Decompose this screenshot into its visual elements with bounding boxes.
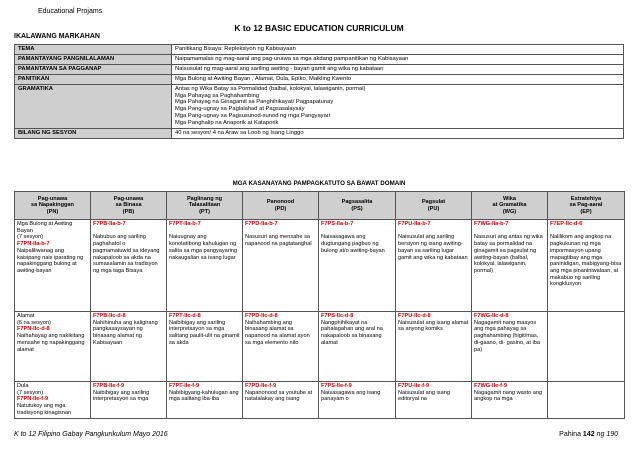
lesson-title: Alamat (6 na sesyon): [17, 313, 51, 326]
competency-text: Naihahayag ang nakikitang mensahe ng napakinggang alamat: [17, 333, 85, 353]
competency-code: F7PN-IIa-b-7: [17, 241, 50, 248]
competency-text: Napanonood sa youtube at natatalakay ang isang: [245, 389, 313, 403]
competency-cell: [319, 382, 396, 419]
column-header: [319, 192, 396, 220]
competency-cell: [15, 220, 91, 312]
competency-cell: [243, 220, 319, 312]
competency-code: F7WG-IIc-d-8: [474, 313, 509, 319]
column-header-name: Wika: [502, 195, 516, 202]
column-header-abbr: (PB): [122, 208, 135, 215]
competency-text: Naibibigay ang sariling interpretasyon sa mga: [93, 389, 150, 403]
column-header: [243, 192, 319, 220]
competency-cell: [396, 312, 472, 382]
info-label: BILANG NG SESYON: [15, 129, 172, 139]
competency-text: Naipaliliwanag ang kaisipang nais iparating ng napakinggang bulong at awiting-bayan: [17, 247, 84, 274]
competency-cell: [167, 382, 243, 419]
competency-table: [14, 191, 625, 419]
competency-cell: [319, 312, 396, 382]
competency-cell: [91, 382, 167, 419]
competency-text: Naibibigay ang sariling interpretasyon sa mga salitang paulit-ulit na ginamit sa akda: [169, 319, 240, 346]
competency-code: F7EP-IIc-d-6: [550, 221, 583, 227]
competency-code: F7PD-IIa-b-7: [245, 221, 278, 227]
column-header-sub: sa Pag-aaral: [569, 202, 603, 209]
competency-text: Nalilikom ang angkop na pagkukunan ng mga impormasyon upang mapagtibay ang mga paninidigan, mabigyang-bisa ang mga pinaniniwalaan, at makabuo ng sariling kongklusyon: [550, 234, 622, 288]
gramatika-item: Antas ng Wika Batay sa Pormalidad (balbal, kolokyal, lalawiganin, pormal): [175, 85, 366, 92]
column-header-abbr: (PN): [46, 208, 59, 215]
column-header-abbr: (EP): [580, 208, 592, 215]
page-prefix: Pahina: [559, 431, 581, 438]
gramatika-item: Mga Panghalip na Anaporik at Kataporik: [175, 120, 279, 127]
column-header: [91, 192, 167, 220]
gramatika-item: Mga Pang-ugnay sa Pagsusunod-sunod ng mga Pangyayari: [175, 113, 331, 120]
competency-cell: [15, 382, 91, 419]
lesson-title: Mga Bulong at Awiting Bayan (7 sesyon): [17, 221, 73, 241]
competency-text: Naisusulat ang isang alamat sa anyong komiks: [398, 319, 469, 333]
quarter-label: IKALAWANG MARKAHAN: [14, 33, 100, 40]
gramatika-item: Mga Pahayag sa Paghahambing: [175, 92, 260, 99]
competency-cell: [548, 220, 625, 312]
competency-body: [15, 220, 625, 419]
section-title: MGA KASANAYANG PAMPAGKATUTO SA BAWAT DOMAIN: [232, 180, 406, 187]
info-row-gramatika: [15, 84, 624, 128]
info-value: Naisusulat ng mag-aaral ang sariling awiting - bayan gamit ang wika ng kabataan: [172, 64, 624, 74]
competency-code: F7WG-IIa-b-7: [474, 221, 509, 227]
competency-cell: [396, 382, 472, 419]
info-value: Mga Bulong at Awiting Bayan , Alamat, Dula, Epiko, Maikling Kwento: [172, 74, 624, 84]
competency-cell: [319, 220, 396, 312]
competency-text: Nabibigyang-kahulugan ang mga salitang iba-iba: [169, 389, 239, 403]
info-label: GRAMATIKA: [15, 84, 172, 128]
competency-text: Nagagamit nang wasto ang angkop na mga: [474, 389, 543, 403]
competency-code: F7PS-IIe-f-9: [321, 383, 352, 389]
info-label: PAMANTAYAN SA PAGGANAP: [15, 64, 172, 74]
competency-text: Naisusulat ang sariling bersiyon ng isang awiting- bayan sa sariling lugar gamit ang wika ng kabataan: [398, 234, 468, 261]
publisher-label: Educational Projams: [38, 8, 103, 15]
column-header-sub: sa Binasa: [115, 202, 142, 209]
competency-row: [15, 312, 625, 382]
column-header-name: Paglinang ng: [186, 195, 223, 202]
gramatika-item: Mga Pang-ugnay sa Paglalahad at Pagsasalaysay: [175, 106, 305, 113]
competency-code: F7PT-IIc-d-8: [169, 313, 201, 319]
competency-code: F7PU-IIe-f-9: [398, 383, 430, 389]
info-label: TEMA: [15, 45, 172, 55]
column-header: [396, 192, 472, 220]
competency-text: Naiuugnay ang konotatibong kahulugan ng salita sa mga pangyayaring nakaugalian sa isang lugar: [169, 234, 238, 261]
info-value: Panitikang Bisaya: Repleksiyon ng Kabisayaan: [172, 45, 624, 55]
competency-text: Naisusulat ang isang editoryal na: [398, 389, 450, 403]
column-header-abbr: (WG): [502, 208, 517, 215]
column-header-sub: at Gramatika: [492, 202, 527, 209]
competency-cell: [243, 312, 319, 382]
competency-cell: [91, 312, 167, 382]
column-header: [548, 192, 625, 220]
column-header-abbr: (PT): [199, 208, 210, 215]
info-row-panitikan: [15, 74, 624, 84]
competency-text: Nasusuri ang mensahe sa napanood na pagtatanghal: [245, 234, 312, 248]
column-header-sub: Talasalitaan: [188, 202, 221, 209]
competency-code: F7PU-IIa-b-7: [398, 221, 431, 227]
competency-code: F7PD-IIe-f-9: [245, 383, 277, 389]
competency-text: Nasusuri ang antas ng wika batay sa pormalidad na ginagamit sa pagsulat ng awiting-bayan (balbal, kolokyal, lalawiganin, pormal): [474, 234, 543, 274]
competency-cell: [548, 312, 625, 382]
document-title: K to 12 BASIC EDUCATION CURRICULUM: [234, 23, 404, 33]
lesson-title: Dula (7 sesyon): [17, 383, 44, 396]
competency-code: F7PB-IIe-f-9: [93, 383, 125, 389]
page-current: 142: [582, 431, 595, 438]
competency-code: F7PB-IIa-b-7: [93, 221, 126, 227]
footer-source: K to 12 Filipino Gabay Pangkurikulum Mayo 2016: [14, 431, 168, 438]
page-total: 190: [606, 431, 618, 438]
competency-text: Nagagamit nang maayos ang mga pahayag sa paghahambing (higit/mas, di-gaano, di- gasino, at iba pa): [474, 319, 540, 353]
competency-text: Nangphihikayat na pahalagahan ang aral na nakapaloob sa binasang alamat: [321, 319, 383, 346]
column-header-name: Estratehiya: [570, 195, 602, 202]
competency-code: F7WG-IIe-f-9: [474, 383, 507, 389]
column-header-sub: sa Napakinggan: [31, 202, 74, 209]
competency-code: F7PS-IIa-b-7: [321, 221, 354, 227]
competency-cell: [167, 220, 243, 312]
page-sep: ng: [596, 431, 605, 438]
info-value: Naipamamalas ng mag-aaral ang pag-unawa sa mga akdang pampanitikan ng Kabisayaan: [172, 54, 624, 64]
curriculum-info-table: [14, 44, 624, 139]
competency-code: F7PD-IIc-d-8: [245, 313, 278, 319]
column-header-name: Pagsulat: [421, 198, 446, 205]
competency-cell: [472, 220, 548, 312]
competency-cell: [548, 382, 625, 419]
competency-text: Naisasagawa ang dugtungang pagbuo ng bulong at/o awiting-bayan: [321, 234, 385, 254]
competency-cell: [396, 220, 472, 312]
competency-text: Naisasagawa ang isang panayam o: [321, 389, 381, 403]
competency-code: F7PN-IIc-d-8: [17, 326, 50, 333]
competency-text: Natutukoy ang mga tradisyong kinagisnan: [17, 403, 72, 416]
competency-code: F7PN-IIe-f-9: [17, 396, 49, 403]
column-header-name: Pagsasalita: [341, 198, 373, 205]
competency-code: F7PS-IIc-d-8: [321, 313, 354, 319]
competency-row: [15, 382, 625, 419]
competency-cell: [472, 382, 548, 419]
column-header-name: Pag-unawa: [113, 195, 144, 202]
competency-cell: [167, 312, 243, 382]
column-header-name: Pag-unawa: [37, 195, 68, 202]
column-header-abbr: (PU): [427, 205, 440, 212]
competency-code: F7PU-IIc-d-8: [398, 313, 431, 319]
column-header-name: Panonood: [266, 198, 295, 205]
competency-text: Nabubuo ang sariling paghahatol o pagmamatuwid sa ideyang nakapaloob sa akda na sumasalamin sa tradisyon ng mga taga Bisaya: [93, 234, 160, 274]
column-header: [15, 192, 91, 220]
competency-cell: [472, 312, 548, 382]
info-label: PANITIKAN: [15, 74, 172, 84]
competency-cell: [243, 382, 319, 419]
info-row-tema: [15, 45, 624, 55]
competency-text: Nahihinuha ang kaligirang pangkasaysayan ng binasang alamat ng Kabisayaan: [93, 319, 158, 346]
competency-code: F7PT-IIe-f-9: [169, 383, 200, 389]
info-row-sesyon: [15, 129, 624, 139]
competency-cell: [91, 220, 167, 312]
column-header: [167, 192, 243, 220]
competency-text: Naihahambing ang binasang alamat sa napanood na alamat ayon sa mga elemento nito: [245, 319, 310, 346]
gramatika-list: [172, 84, 624, 128]
competency-header-row: [15, 192, 625, 220]
column-header: [472, 192, 548, 220]
info-row-pagganap: [15, 64, 624, 74]
gramatika-item: Mga Pahayag na Ginagamit sa Panghihikayat/ Pagpapatunay: [175, 99, 334, 106]
column-header-abbr: (PS): [351, 205, 363, 212]
info-label: PAMANTAYANG PANGNILALAMAN: [15, 54, 172, 64]
competency-row: [15, 220, 625, 312]
competency-cell: [15, 312, 91, 382]
competency-code: F7PB-IIc-d-8: [93, 313, 126, 319]
page-number: [559, 431, 618, 438]
info-value: 40 na sesyon/ 4 na Araw sa Loob ng Isang Linggo: [172, 129, 624, 139]
column-header-abbr: (PD): [274, 205, 287, 212]
info-row-pangnilalaman: [15, 54, 624, 64]
competency-code: F7PT-IIa-b-7: [169, 221, 201, 227]
